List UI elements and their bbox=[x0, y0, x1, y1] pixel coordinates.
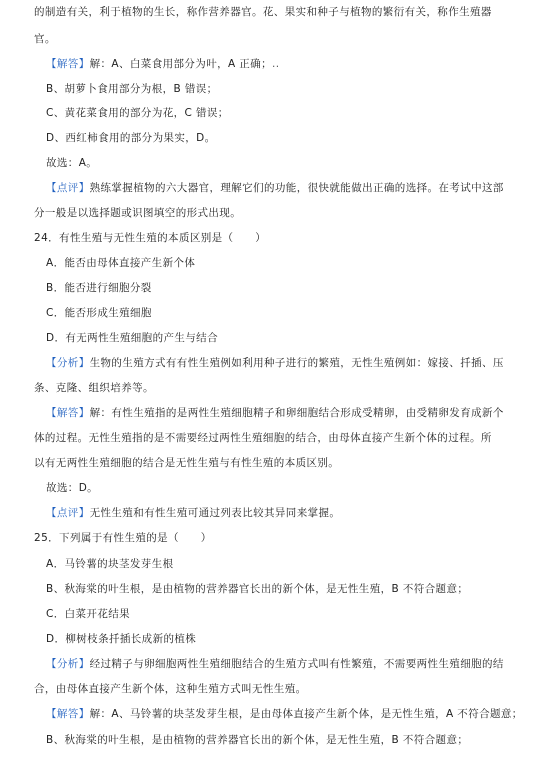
q25-option-a: A．马铃薯的块茎发芽生根 bbox=[46, 558, 174, 570]
comment-text: 无性生殖和有性生殖可通过列表比较其异同来掌握。 bbox=[89, 507, 341, 519]
option-line: C、黄花菜食用的部分为花，C 错误； bbox=[46, 107, 229, 119]
q24-analysis bbox=[46, 356, 504, 370]
q24-answer-cont: 体的过程。无性生殖指的是不需要经过两性生殖细胞的结合，由母体直接产生新个体的过程。所 bbox=[34, 432, 492, 444]
analysis-text: 经过精子与卵细胞两性生殖细胞结合的生殖方式叫有性繁殖，不需要两性生殖细胞的结 bbox=[89, 658, 504, 670]
q24-answer bbox=[46, 406, 504, 420]
q25-analysis-cont: 合，由母体直接产生新个体，这种生殖方式叫无性生殖。 bbox=[34, 683, 307, 695]
answer-tag: 【解答】 bbox=[46, 407, 90, 419]
q24-analysis-cont: 条、克隆、组织培养等。 bbox=[34, 382, 154, 394]
option-line: D、西红柿食用的部分为果实，D。 bbox=[46, 132, 216, 144]
comment-tag: 【点评】 bbox=[46, 182, 90, 194]
comment-line bbox=[46, 181, 504, 195]
option-line: B、胡萝卜食用部分为根，B 错误； bbox=[46, 83, 218, 95]
comment-cont: 分一般是以选择题或识图填空的形式出现。 bbox=[34, 207, 242, 219]
answer-line: 【解答】解：A、白菜食用部分为叶，A 正确；.. bbox=[46, 58, 280, 70]
q25-analysis bbox=[46, 657, 504, 671]
q24-option-d: D．有无两性生殖细胞的产生与结合 bbox=[46, 332, 218, 344]
answer-tag: 【解答】 bbox=[46, 58, 90, 70]
q24-option-b: B．能否进行细胞分裂 bbox=[46, 282, 152, 294]
answer-tag: 【解答】 bbox=[46, 708, 90, 720]
q25-option-d: D．柳树枝条扦插长成新的植株 bbox=[46, 633, 197, 645]
q24-comment bbox=[46, 506, 340, 520]
q25-option-b: B、秋海棠的叶生根，是由植物的营养器官长出的新个体，是无性生殖，B 不符合题意； bbox=[46, 583, 469, 595]
analysis-text: 生物的生殖方式有有性生殖例如利用种子进行的繁殖，无性生殖例如：嫁接、扦插、压 bbox=[89, 357, 504, 369]
analysis-tag: 【分析】 bbox=[46, 357, 90, 369]
analysis-tag: 【分析】 bbox=[46, 658, 90, 670]
text-line: 官。 bbox=[34, 33, 56, 45]
question-24-stem: 24．有性生殖与无性生殖的本质区别是（ ） bbox=[34, 232, 267, 244]
answer-text: 解：A、白菜食用部分为叶，A 正确； bbox=[89, 58, 273, 70]
q24-option-a: A．能否由母体直接产生新个体 bbox=[46, 257, 196, 269]
answer-text: 解：有性生殖指的是两性生殖细胞精子和卵细胞结合形成受精卵，由受精卵发育成新个 bbox=[89, 407, 504, 419]
q25-option-b-answer: B、秋海棠的叶生根，是由植物的营养器官长出的新个体，是无性生殖，B 不符合题意； bbox=[46, 734, 469, 746]
q24-option-c: C．能否形成生殖细胞 bbox=[46, 307, 152, 319]
q25-answer bbox=[46, 707, 523, 721]
answer-text: 解：A、马铃薯的块茎发芽生根，是由母体直接产生新个体，是无性生殖，A 不符合题意； bbox=[89, 708, 523, 720]
comment-text: 熟练掌握植物的六大器官，理解它们的功能，很快就能做出正确的选择。在考试中这部 bbox=[89, 182, 504, 194]
comment-tag: 【点评】 bbox=[46, 507, 90, 519]
q24-answer-cont: 以有无两性生殖细胞的结合是无性生殖与有性生殖的本质区别。 bbox=[34, 457, 340, 469]
choice-line: 故选：A。 bbox=[46, 157, 98, 169]
question-25-stem: 25．下列属于有性生殖的是（ ） bbox=[34, 532, 212, 544]
text-line: 的制造有关，利于植物的生长，称作营养器官。花、果实和种子与植物的繁衍有关，称作生殖器 bbox=[34, 6, 492, 18]
q24-choice: 故选：D。 bbox=[46, 482, 99, 494]
q25-option-c: C．白菜开花结果 bbox=[46, 608, 131, 620]
